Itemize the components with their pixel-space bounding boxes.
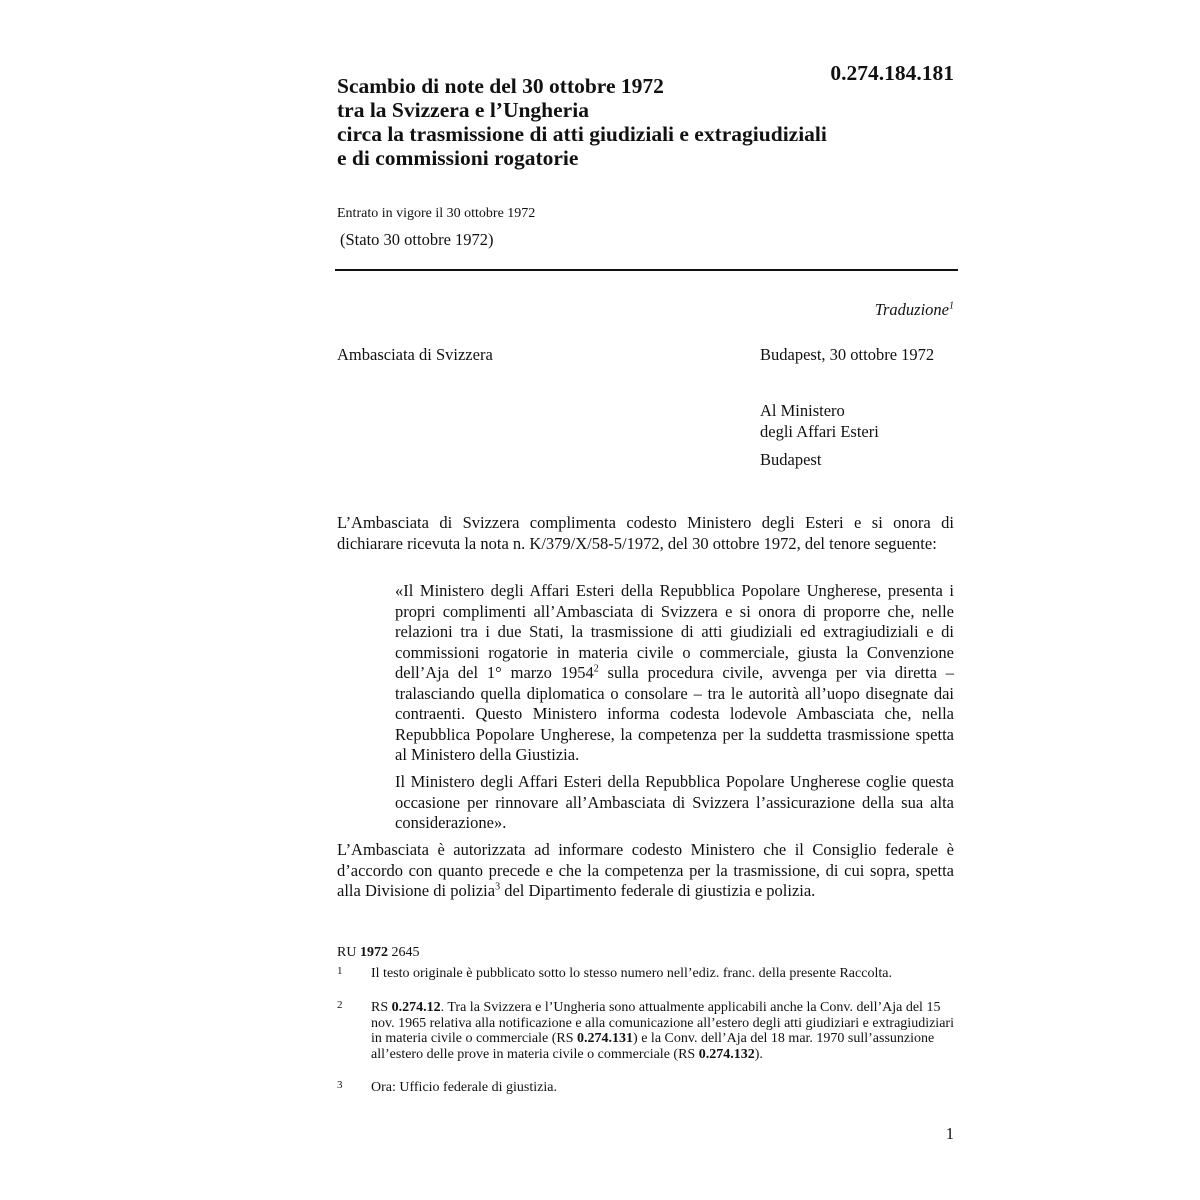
title-line: circa la trasmissione di atti giudiziali e extragiudiziali [337,122,827,146]
document-title [337,74,957,170]
footnote [337,1000,957,1062]
footnote [337,1080,957,1096]
letter-closing-paragraph [337,840,954,902]
footnote-number: 2 [337,999,343,1011]
recipient-line: Al Ministero [760,401,845,420]
quote-text: sulla procedura civile, avvenga per via diretta – tralasciando quella diplomatica o consolare – tra le autorità all’uopo disegnate dai contraenti. Questo Ministero informa codesta lodevole Ambasciata che, nella Repubblica Popolare Ungherese, la competenza per la suddetta trasmissione spetta al Ministero della Giustizia. [395,663,954,764]
closing-text: L’Ambasciata è autorizzata ad informare codesto Ministero che il Consiglio federale è d’accordo con quanto precede e che la competenza per la trasmissione, di cui sopra, spetta alla Divisione di polizia [337,840,954,900]
footnote-ref: 1 [949,300,954,312]
page-number: 1 [945,1124,954,1143]
fn-sr-ref: 0.274.131 [577,1031,634,1046]
footnote-text: Il testo originale è pubblicato sotto lo stesso numero nell’ediz. franc. della presente Raccolta. [371,966,892,981]
letter-place-date: Budapest, 30 ottobre 1972 [760,345,935,364]
closing-text: del Dipartimento federale di giustizia e polizia. [500,881,816,900]
ru-prefix: RU [337,945,357,960]
quote-text: «Il Ministero degli Affari Esteri della Repubblica Popolare Ungherese, presenta i propri complimenti all’Ambasciata di Svizzera e si onora di proporre che, nelle relazioni tra i due Stati, la trasmissione di atti giudiziali ed extragiudiziali e di commissioni rogatorie in materia civile o commerciale, giusta la Convenzione dell’Aja del 1° marzo 1954 [395,581,954,682]
quoted-note-paragraph: Il Ministero degli Affari Esteri della Repubblica Popolare Ungherese coglie questa occasione per rinnovare all’Ambasciata di Svizzera l’assicurazione della sua alta considerazione». [395,772,954,832]
fn-text: . Tra la Svizzera e l’Ungheria sono attualmente applicabili anche la Conv. dell’Aja del 15 nov. 1965 relativa alla notificazione e alla comunicazione all’estero degli atti giudiziari e extragiudiziari in materia civile o commerciale (RS [371,1000,954,1046]
footnote-number: 1 [337,965,343,977]
fn-text: ) e la Conv. dell’Aja del 18 mar. 1970 sull’assunzione all’estero delle prove in materia civile o commerciale (RS [371,1031,935,1062]
translation-note [875,300,954,320]
letter-intro-paragraph: L’Ambasciata di Svizzera complimenta codesto Ministero degli Esteri e si onora di dichiarare ricevuta la nota n. K/379/X/58-5/1972, del 30 ottobre 1972, del tenore seguente: [337,513,954,553]
footnote-ref: 3 [495,881,501,893]
title-line: Scambio di note del 30 ottobre 1972 [337,74,664,98]
footnote-number: 3 [337,1079,343,1091]
letter-recipient [760,400,879,470]
fn-sr-ref: 0.274.12 [391,1000,441,1015]
status-date: (Stato 30 ottobre 1972) [340,230,494,249]
ru-reference [337,945,419,961]
recipient-line: degli Affari Esteri [760,422,879,441]
fn-text: ). [754,1046,763,1062]
fn-sr-ref: 0.274.132 [698,1046,755,1062]
footnote-text [371,1000,957,1062]
entry-into-force: Entrato in vigore il 30 ottobre 1972 [337,206,536,221]
ru-year: 1972 [359,945,388,960]
title-line: e di commissioni rogatorie [337,146,579,170]
quoted-note-paragraph [395,581,954,766]
translation-label: Traduzione [874,300,949,319]
recipient-city: Budapest [760,450,822,469]
ru-page: 2645 [391,945,420,960]
footnote-text: Ora: Ufficio federale di giustizia. [371,1080,557,1095]
divider [335,269,958,271]
title-line: tra la Svizzera e l’Ungheria [337,98,589,122]
footnote-ref: 2 [593,663,599,675]
sr-number: 0.274.184.181 [830,61,954,85]
footnote [337,966,957,982]
letter-sender: Ambasciata di Svizzera [337,345,493,364]
fn-text: RS [371,1000,392,1015]
